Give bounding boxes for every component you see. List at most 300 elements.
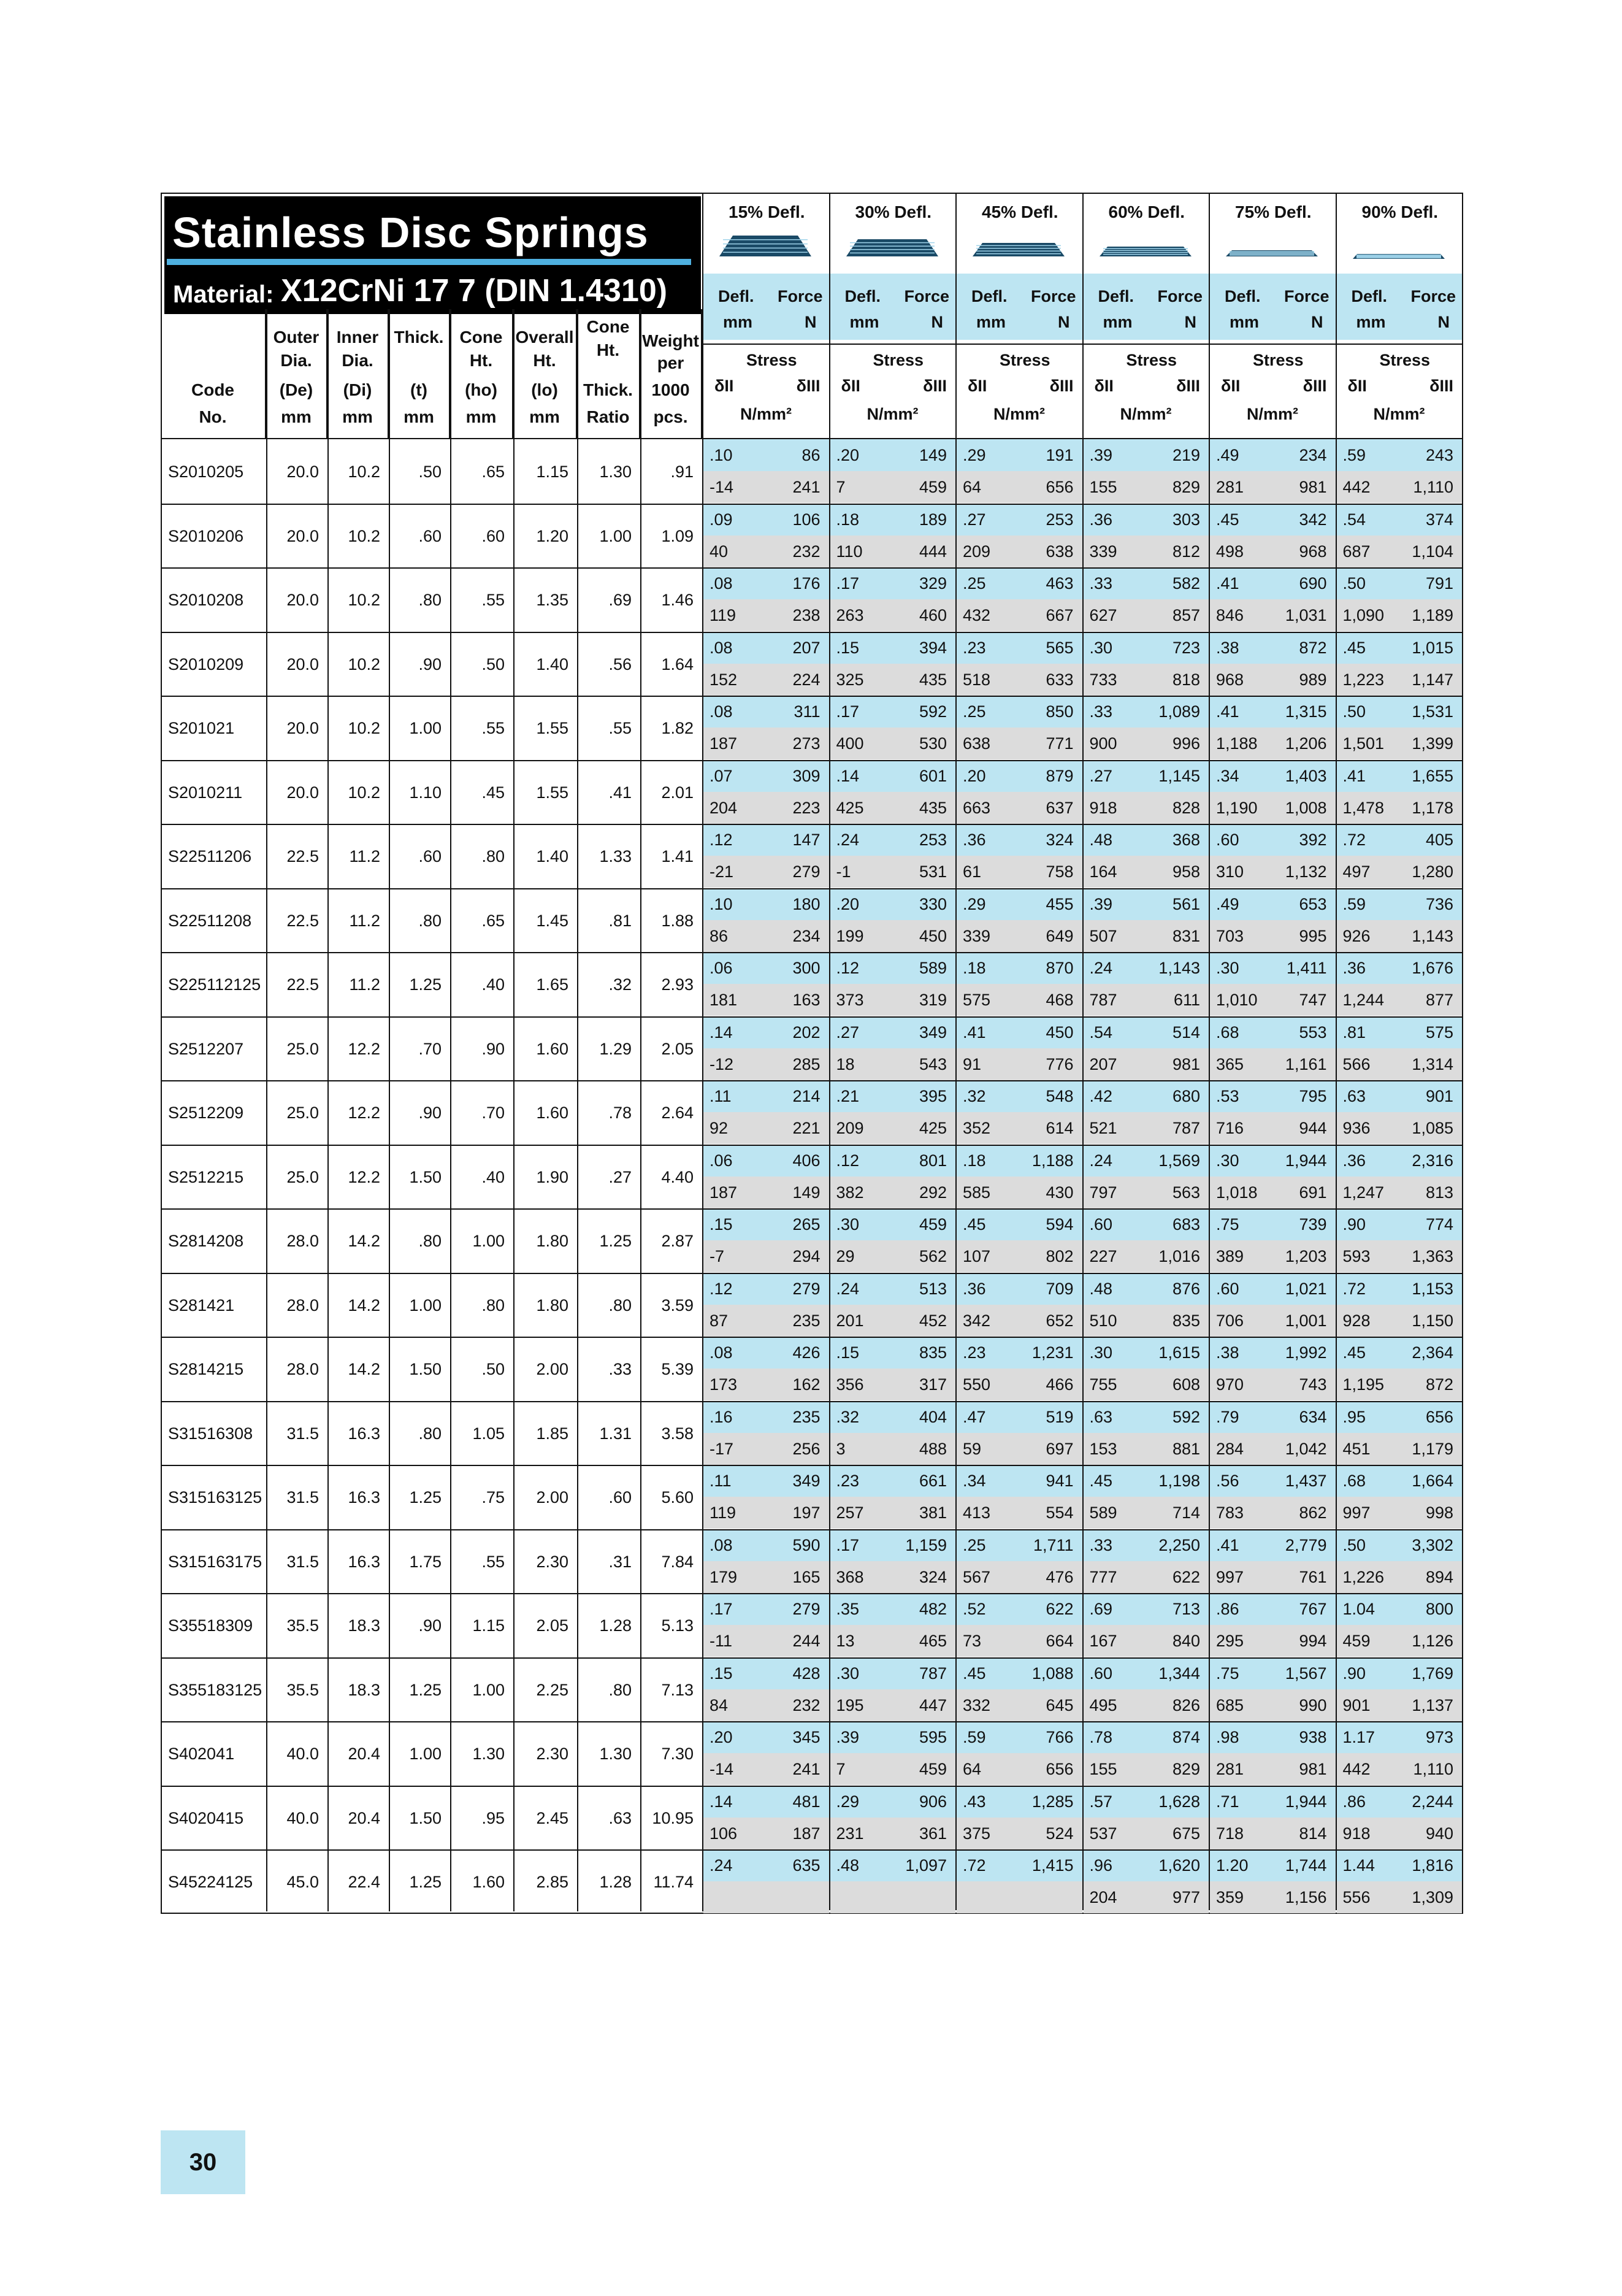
stress-delta-ii: 339 [963, 926, 991, 945]
stress-delta-iii: 1,363 [1412, 1247, 1453, 1265]
stress-delta-ii: 227 [1089, 1247, 1117, 1265]
stress-delta-ii: 589 [1089, 1503, 1117, 1522]
stress-delta-ii: 495 [1089, 1695, 1117, 1714]
column-divider [450, 309, 451, 1911]
stress-cell [1084, 856, 1209, 888]
subheader-s2: δII [1221, 377, 1241, 395]
spec-value-ratio: .78 [608, 1104, 632, 1122]
stress-delta-iii: 435 [919, 670, 947, 689]
spec-value-lo: 2.45 [536, 1808, 568, 1827]
stress-delta-ii: 1,223 [1342, 670, 1385, 689]
force-n: 349 [919, 1023, 947, 1042]
spec-value-ho: .70 [481, 1104, 505, 1122]
subheader-mm: mm [1103, 313, 1133, 331]
subheader-s3: δIII [923, 377, 947, 395]
spec-value-di: 20.4 [348, 1745, 380, 1763]
deflection-mm: .29 [963, 894, 986, 913]
force-n: 279 [792, 1279, 821, 1298]
spec-value-di: 12.2 [348, 1167, 380, 1186]
spec-value-de: 22.5 [286, 975, 319, 994]
deflection-mm: .39 [1089, 446, 1113, 464]
stress-delta-ii: 566 [1342, 1054, 1371, 1073]
material-value: X12CrNi 17 7 (DIN 1.4310) [281, 273, 668, 309]
stress-delta-iii: 279 [792, 862, 821, 881]
stress-cell [957, 1112, 1082, 1144]
subheader-defl: Defl. [1098, 287, 1134, 305]
force-n: 1,992 [1285, 1343, 1327, 1362]
spec-value-di: 14.2 [348, 1296, 380, 1315]
deflection-force-cell [703, 1593, 829, 1625]
stress-cell [957, 1818, 1082, 1849]
deflection-force-cell [957, 504, 1082, 536]
force-n: 404 [919, 1407, 947, 1426]
deflection-force-cell [1337, 439, 1463, 471]
stress-delta-iii: 813 [1425, 1183, 1453, 1202]
spec-value-de: 25.0 [286, 1104, 319, 1122]
deflection-force-cell [957, 567, 1082, 599]
force-n: 189 [919, 510, 947, 529]
stress-delta-iii: 1,110 [1413, 1760, 1453, 1778]
force-n: 683 [1172, 1215, 1200, 1234]
part-code: S2010206 [168, 526, 244, 545]
deflection-mm: .18 [836, 510, 860, 529]
deflection-mm: .54 [1342, 510, 1366, 529]
deflection-force-cell [957, 439, 1082, 471]
spec-value-di: 10.2 [348, 591, 380, 609]
stress-cell [1337, 1818, 1463, 1849]
stress-delta-ii: 153 [1089, 1439, 1117, 1458]
stress-delta-ii: 195 [836, 1695, 864, 1714]
col-header-line: pcs. [653, 407, 688, 426]
deflection-force-cell [957, 1529, 1082, 1561]
spec-value-lo: 1.60 [536, 1039, 568, 1058]
stress-delta-ii: 64 [963, 1760, 982, 1778]
subheader-mm: mm [849, 313, 879, 331]
stress-delta-iii: 608 [1172, 1375, 1200, 1394]
stress-delta-ii: 521 [1089, 1119, 1117, 1137]
stress-cell [1084, 1240, 1209, 1272]
stress-delta-iii: 787 [1172, 1119, 1200, 1137]
spec-value-lo: 2.00 [536, 1360, 568, 1378]
stress-cell [1210, 1818, 1336, 1849]
deflection-mm: .95 [1342, 1407, 1366, 1426]
stress-delta-ii: 199 [836, 926, 864, 945]
spec-value-ho: .45 [481, 783, 505, 802]
stress-delta-iii: 543 [919, 1054, 947, 1073]
spec-value-t: .80 [418, 591, 442, 609]
deflection-force-cell [1210, 1208, 1336, 1240]
col-header-line: Weight [642, 331, 699, 350]
force-n: 795 [1299, 1087, 1327, 1105]
deflection-column [1084, 193, 1211, 438]
stress-delta-ii: 61 [963, 862, 982, 881]
stress-cell [1210, 1240, 1336, 1272]
deflection-mm: .63 [1342, 1087, 1366, 1105]
stress-delta-iii: 944 [1299, 1119, 1327, 1137]
force-n: 253 [1046, 510, 1074, 529]
stress-cell [957, 1433, 1082, 1465]
subheader-n: N [1184, 313, 1196, 331]
force-n: 455 [1046, 894, 1074, 913]
stress-delta-iii: 998 [1425, 1503, 1453, 1522]
stress-delta-ii: 91 [963, 1054, 982, 1073]
col-header-line: mm [529, 407, 560, 426]
stress-cell [1337, 1433, 1463, 1465]
force-n: 879 [1046, 766, 1074, 785]
force-n: 428 [792, 1664, 821, 1683]
deflection-force-cell [1210, 1401, 1336, 1433]
stress-delta-ii: 359 [1216, 1888, 1244, 1906]
force-n: 300 [792, 959, 821, 977]
stress-cell [703, 920, 829, 952]
spec-value-w: 5.13 [661, 1616, 694, 1635]
stress-delta-ii: 107 [963, 1247, 991, 1265]
stress-delta-iii: 256 [792, 1439, 821, 1458]
deflection-force-cell [1084, 1337, 1209, 1369]
force-n: 330 [919, 894, 947, 913]
stress-cell [1210, 728, 1336, 759]
deflection-mm: .36 [963, 1279, 986, 1298]
deflection-mm: .18 [963, 1151, 986, 1170]
deflection-mm: .34 [1216, 766, 1239, 785]
deflection-force-cell [703, 504, 829, 536]
spec-value-de: 20.0 [286, 463, 319, 481]
spec-value-ho: .65 [481, 911, 505, 930]
stress-delta-iii: 234 [792, 926, 821, 945]
stress-delta-ii: 375 [963, 1824, 991, 1843]
deflection-force-cell [1084, 1080, 1209, 1112]
deflection-force-cell [703, 1465, 829, 1497]
stress-delta-ii: 209 [836, 1119, 864, 1137]
part-code: S315163175 [168, 1552, 262, 1571]
spec-value-t: 1.50 [409, 1167, 442, 1186]
deflection-mm: .36 [1342, 959, 1366, 977]
spec-value-ratio: 1.30 [599, 1745, 632, 1763]
deflection-mm: .32 [836, 1407, 860, 1426]
deflection-force-cell [830, 1465, 956, 1497]
spec-value-t: 1.25 [409, 1488, 442, 1507]
stress-delta-ii: 550 [963, 1375, 991, 1394]
stress-cell [830, 1561, 956, 1593]
col-header-line: mm [465, 407, 497, 426]
stress-delta-iii: 989 [1299, 670, 1327, 689]
deflection-force-cell [1210, 1016, 1336, 1048]
stress-delta-iii: 776 [1046, 1054, 1074, 1073]
force-n: 589 [919, 959, 947, 977]
col-header-line: Code [191, 380, 234, 399]
stress-delta-ii: 498 [1216, 542, 1244, 561]
part-code: S2010205 [168, 463, 244, 481]
subheader-defl: Defl. [1351, 287, 1388, 305]
part-code: S201021 [168, 719, 235, 737]
spec-value-ho: .90 [481, 1039, 505, 1058]
deflection-mm: .14 [710, 1792, 733, 1811]
stress-delta-ii: 687 [1342, 542, 1371, 561]
spec-value-de: 31.5 [286, 1488, 319, 1507]
stress-cell [1337, 1497, 1463, 1529]
deflection-force-cell [957, 1337, 1082, 1369]
stress-delta-iii: 1,031 [1285, 606, 1327, 624]
spec-value-ho: 1.30 [472, 1745, 505, 1763]
deflection-force-cell [830, 1721, 956, 1753]
part-code: S22511208 [168, 911, 252, 930]
spec-value-t: 1.50 [409, 1808, 442, 1827]
spec-value-w: 1.82 [661, 719, 694, 737]
deflection-mm: .72 [1342, 831, 1366, 849]
col-header-line: Inner [336, 328, 379, 347]
stress-delta-ii: 29 [836, 1247, 855, 1265]
force-n: 592 [919, 702, 947, 721]
spec-value-w: 2.93 [661, 975, 694, 994]
stress-delta-ii: 997 [1342, 1503, 1371, 1522]
spec-value-lo: 2.25 [536, 1680, 568, 1699]
deflection-force-cell [957, 1721, 1082, 1753]
stress-delta-iii: 611 [1173, 991, 1200, 1009]
page-title: Stainless Disc Springs [172, 209, 649, 256]
deflection-force-cell [830, 567, 956, 599]
spec-value-de: 31.5 [286, 1552, 319, 1571]
stress-delta-ii: 40 [710, 542, 729, 561]
deflection-mm: .15 [836, 1343, 860, 1362]
stress-cell [703, 1753, 829, 1785]
force-n: 395 [919, 1087, 947, 1105]
row-divider [161, 1080, 1462, 1081]
spec-value-ratio: .69 [608, 591, 632, 609]
deflection-mm: 1.04 [1342, 1600, 1375, 1618]
deflection-mm: .45 [1342, 638, 1366, 657]
stress-delta-iii: 554 [1046, 1503, 1074, 1522]
stress-cell [830, 599, 956, 631]
stress-delta-ii: 204 [1089, 1888, 1117, 1906]
stress-delta-ii: 716 [1216, 1119, 1244, 1137]
spec-value-ratio: 1.33 [599, 847, 632, 866]
force-n: 86 [801, 446, 821, 464]
spec-value-w: 4.40 [661, 1167, 694, 1186]
stress-cell [830, 1048, 956, 1080]
spec-value-de: 25.0 [286, 1039, 319, 1058]
stress-delta-iii: 1,203 [1285, 1247, 1327, 1265]
stress-delta-ii: 84 [710, 1695, 729, 1714]
stress-delta-ii: -1 [836, 862, 851, 881]
force-n: 941 [1046, 1472, 1074, 1490]
deflection-force-cell [1210, 888, 1336, 920]
row-divider [161, 1208, 1462, 1210]
col-header-line: Ht. [533, 351, 556, 370]
stress-delta-iii: 1,309 [1412, 1888, 1453, 1906]
stress-delta-ii: 567 [963, 1567, 991, 1586]
spec-value-ratio: .80 [608, 1296, 632, 1315]
deflection-force-cell [1084, 1593, 1209, 1625]
deflection-force-cell [830, 439, 956, 471]
stress-cell [1084, 536, 1209, 567]
deflection-mm: .86 [1216, 1600, 1239, 1618]
force-n: 561 [1172, 894, 1200, 913]
deflection-mm: .18 [963, 959, 986, 977]
stress-cell [830, 1753, 956, 1785]
stress-cell [1084, 599, 1209, 631]
deflection-mm: .08 [710, 1343, 733, 1362]
force-n: 405 [1425, 831, 1453, 849]
stress-delta-iii: 1,161 [1285, 1054, 1327, 1073]
stress-delta-iii: 235 [792, 1311, 821, 1330]
stress-delta-iii: 743 [1299, 1375, 1327, 1394]
stress-delta-ii: 201 [836, 1311, 864, 1330]
deflection-mm: .30 [836, 1664, 860, 1683]
spec-value-de: 20.0 [286, 526, 319, 545]
force-n: 1,816 [1412, 1856, 1453, 1875]
stress-cell [703, 1689, 829, 1721]
stress-delta-ii: 510 [1089, 1311, 1117, 1330]
force-n: 1,944 [1285, 1151, 1327, 1170]
page-number-box [161, 2130, 245, 2194]
stress-delta-iii: 1,179 [1412, 1439, 1453, 1458]
stress-cell [830, 1177, 956, 1208]
stress-delta-ii: 263 [836, 606, 864, 624]
force-n: 800 [1425, 1600, 1453, 1618]
deflection-mm: .27 [1089, 766, 1113, 785]
col-header-line: mm [342, 407, 373, 426]
deflection-force-cell [1084, 760, 1209, 792]
deflection-mm: .45 [1216, 510, 1239, 529]
subheader-s3: δIII [1176, 377, 1200, 395]
deflection-mm: .36 [1089, 510, 1113, 529]
stress-delta-ii: 936 [1342, 1119, 1371, 1137]
stress-delta-ii: 1,090 [1342, 606, 1385, 624]
stress-delta-ii: 928 [1342, 1311, 1371, 1330]
deflection-force-cell [703, 1786, 829, 1818]
deflection-mm: .50 [1342, 702, 1366, 721]
col-header-thick [389, 309, 450, 438]
row-divider [161, 1529, 1462, 1530]
force-n: 656 [1425, 1407, 1453, 1426]
part-code: S2010209 [168, 655, 244, 674]
row-divider [161, 824, 1462, 825]
spec-value-lo: 2.85 [536, 1873, 568, 1891]
stress-cell [830, 471, 956, 503]
deflection-mm: .23 [836, 1472, 860, 1490]
stress-cell [703, 471, 829, 503]
force-n: 595 [919, 1728, 947, 1746]
col-header-inner [327, 309, 389, 438]
deflection-force-cell [1337, 888, 1463, 920]
stress-delta-ii: 703 [1216, 926, 1244, 945]
spec-value-t: .80 [418, 911, 442, 930]
stress-delta-iii: 664 [1046, 1632, 1074, 1650]
spec-value-t: 1.00 [409, 1296, 442, 1315]
deflection-mm: .21 [836, 1087, 860, 1105]
stress-cell [1210, 664, 1336, 696]
stress-delta-iii: 1,178 [1412, 798, 1453, 817]
col-header-line: per [657, 353, 684, 372]
force-n: 680 [1172, 1087, 1200, 1105]
spec-value-di: 10.2 [348, 783, 380, 802]
material-banner [164, 265, 701, 314]
stress-delta-ii: 325 [836, 670, 864, 689]
stress-cell [1210, 1369, 1336, 1400]
part-code: S2010211 [168, 783, 243, 802]
subheader-n: N [1058, 313, 1070, 331]
deflection-force-cell [703, 439, 829, 471]
spec-value-ho: .50 [481, 655, 505, 674]
stress-delta-iii: 656 [1046, 1760, 1074, 1778]
stress-delta-ii: 64 [963, 478, 982, 496]
spec-value-ratio: .33 [608, 1360, 632, 1378]
stress-delta-ii: 432 [963, 606, 991, 624]
stress-delta-iii: 812 [1172, 542, 1200, 561]
stress-cell [1337, 1625, 1463, 1657]
force-n: 1,944 [1285, 1792, 1327, 1811]
deflection-mm: .16 [710, 1407, 733, 1426]
stress-delta-ii: 442 [1342, 478, 1371, 496]
force-n: 1,198 [1158, 1472, 1200, 1490]
deflection-mm: .53 [1216, 1087, 1239, 1105]
force-n: 548 [1046, 1087, 1074, 1105]
deflection-force-cell [1337, 1786, 1463, 1818]
force-n: 1,403 [1285, 766, 1327, 785]
spec-value-lo: 1.80 [536, 1232, 568, 1250]
stress-delta-ii: 389 [1216, 1247, 1244, 1265]
deflection-mm: .06 [710, 1151, 733, 1170]
deflection-force-cell [957, 760, 1082, 792]
deflection-mm: .38 [1216, 638, 1239, 657]
force-n: 1,676 [1412, 959, 1453, 977]
stress-delta-ii: 685 [1216, 1695, 1244, 1714]
stress-delta-iii: 294 [792, 1247, 821, 1265]
deflection-mm: .56 [1216, 1472, 1239, 1490]
stress-delta-iii: 818 [1172, 670, 1200, 689]
stress-delta-iii: 1,001 [1285, 1311, 1327, 1330]
stress-delta-iii: 656 [1046, 478, 1074, 496]
stress-cell [1210, 984, 1336, 1016]
subheader-unit: N/mm² [740, 405, 792, 423]
deflection-mm: .59 [1342, 894, 1366, 913]
stress-cell [1337, 1177, 1463, 1208]
deflection-mm: .08 [710, 1535, 733, 1554]
stress-delta-iii: 273 [792, 734, 821, 753]
spec-value-de: 35.5 [286, 1616, 319, 1635]
deflection-force-cell [703, 1145, 829, 1177]
stress-cell [703, 856, 829, 888]
spec-value-lo: 2.30 [536, 1745, 568, 1763]
deflection-mm: .30 [1216, 959, 1239, 977]
spec-value-w: 10.95 [652, 1808, 694, 1827]
force-n: 709 [1046, 1279, 1074, 1298]
stress-cell [703, 599, 829, 631]
force-n: 2,250 [1158, 1535, 1200, 1554]
spec-value-t: 1.25 [409, 975, 442, 994]
row-divider [161, 567, 1462, 569]
col-header-line: Dia. [280, 351, 312, 370]
deflection-force-cell [1337, 1465, 1463, 1497]
stress-delta-iii: 1,132 [1285, 862, 1327, 881]
force-n: 635 [792, 1856, 821, 1875]
deflection-force-cell [703, 760, 829, 792]
stress-delta-ii: 295 [1216, 1632, 1244, 1650]
stress-delta-ii: -14 [710, 1760, 734, 1778]
deflection-force-cell [957, 1786, 1082, 1818]
stress-cell [1337, 1881, 1463, 1913]
stress-delta-iii: 444 [919, 542, 947, 561]
stress-cell [957, 1625, 1082, 1657]
spec-value-de: 22.5 [286, 911, 319, 930]
deflection-mm: .25 [963, 702, 986, 721]
disc-spring-icon [719, 236, 811, 260]
deflection-label: 15% Defl. [729, 202, 805, 221]
stress-delta-iii: 435 [919, 798, 947, 817]
stress-delta-ii: 425 [836, 798, 864, 817]
stress-delta-iii: 881 [1172, 1439, 1200, 1458]
stress-delta-iii: 638 [1046, 542, 1074, 561]
